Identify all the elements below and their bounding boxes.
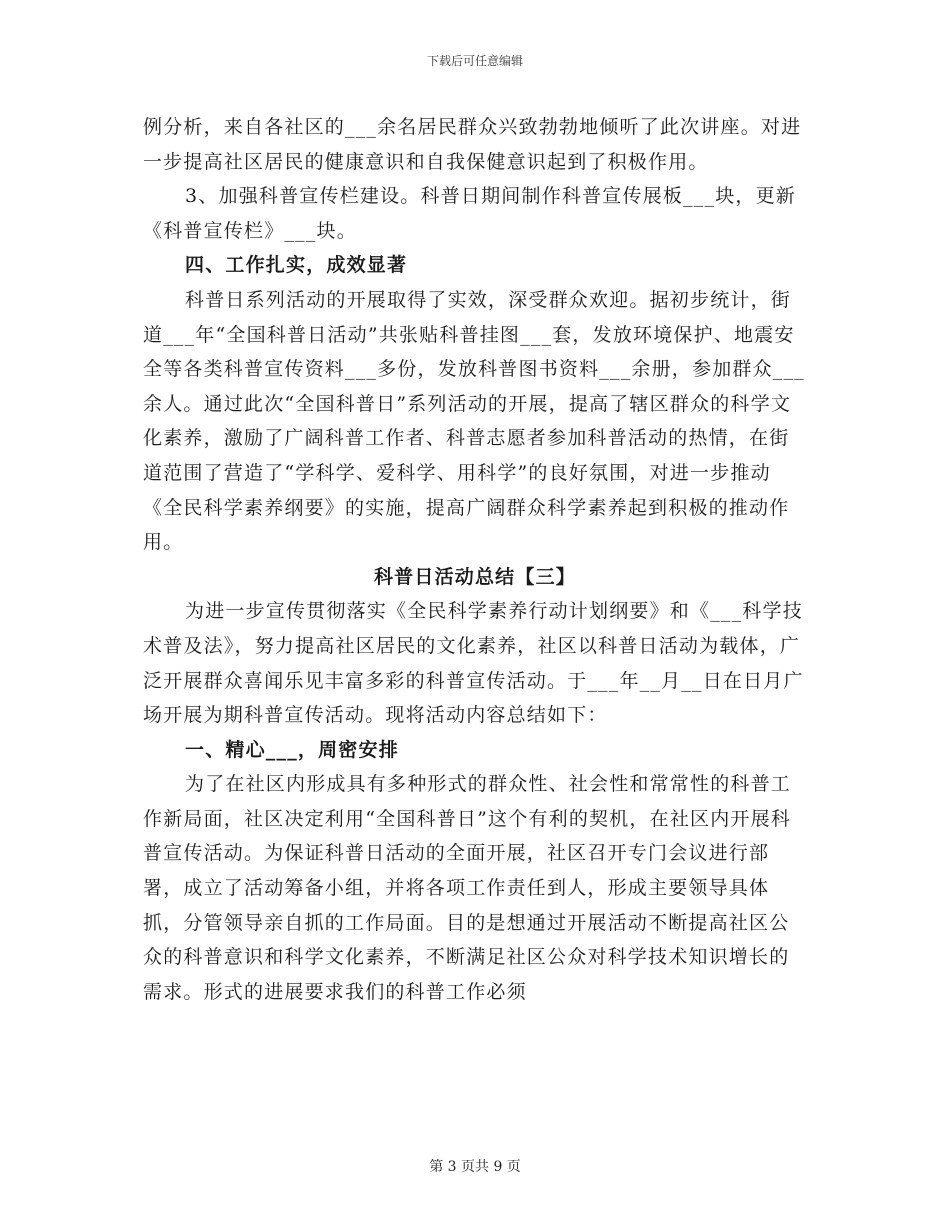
section-heading: 四、工作扎实，成效显著 <box>185 254 408 277</box>
document-body <box>143 110 807 1009</box>
page-number: 第 3 页共 9 页 <box>429 1159 521 1175</box>
section-title: 科普日活动总结【三】 <box>373 565 576 588</box>
body-paragraph: 为进一步宣传贯彻落实《全民科学素养行动计划纲要》和《___科学技术普及法》，努力提高社区居民的文化素养，社区以科普日活动为载体，广泛开展群众喜闻乐见丰富多彩的科普宣传活动。于___年__月__日在日月广场开展为期科普宣传活动。现将活动内容总结如下： <box>143 600 804 727</box>
page-header: 下载后可任意编辑 <box>426 54 523 68</box>
body-paragraph: 3、加强科普宣传栏建设。科普日期间制作科普宣传展板___块，更新《科普宣传栏》___块。 <box>143 185 796 242</box>
body-paragraph: 科普日系列活动的开展取得了实效，深受群众欢迎。据初步统计，街道___年“全国科普日活动”共张贴科普挂图___套，发放环境保护、地震安全等各类科普宣传资料___多份，发放科普图书资料___余册，参加群众___余人。通过此次“全国科普日”系列活动的开展，提高了辖区群众的科学文化素养，激励了广阔科普工作者、科普志愿者参加科普活动的热情，在街道范围了营造了“学科学、爱科学、用科学”的良好氛围，对进一步推动《全民科学素养纲要》的实施，提高广阔群众科学素养起到积极的推动作用。 <box>143 288 805 554</box>
body-paragraph: 为了在社区内形成具有多种形式的群众性、社会性和常常性的科普工作新局面，社区决定利用“全国科普日”这个有利的契机，在社区内开展科普宣传活动。为保证科普日活动的全面开展，社区召开专门会议进行部署，成立了活动筹备小组，并将各项工作责任到人，形成主要领导具体抓，分管领导亲自抓的工作局面。目的是想通过开展活动不断提高社区公众的科普意识和科学文化素养，不断满足社区公众对科学技术知识增长的需求。形式的进展要求我们的科普工作必须 <box>143 773 792 1003</box>
section-heading: 一、精心___，周密安排 <box>185 738 399 761</box>
body-paragraph: 例分析，来自各社区的___余名居民群众兴致勃勃地倾听了此次讲座。对进一步提高社区居民的健康意识和自我保健意识起到了积极作用。 <box>143 116 802 173</box>
